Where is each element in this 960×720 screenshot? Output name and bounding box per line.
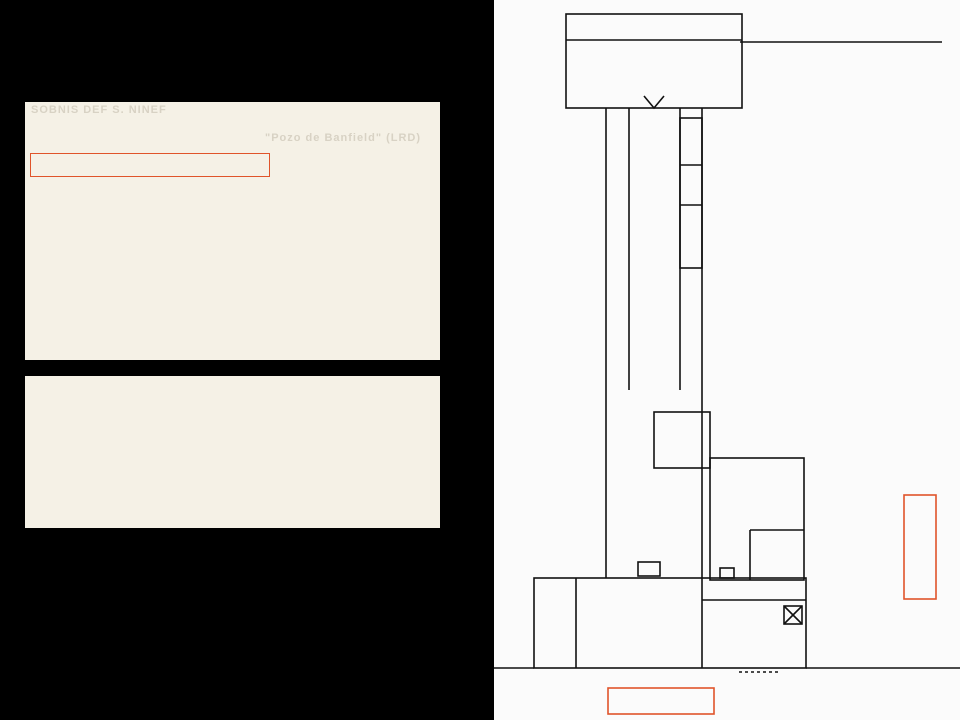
document-page-1: [25, 102, 440, 360]
cochabamba-highlight-box: [904, 495, 936, 599]
paseo-colon-highlight-box: [608, 688, 714, 714]
bleed-through-text: "Pozo de Banfield" (LRD): [265, 132, 422, 144]
document-body-continued: [33, 384, 432, 410]
floor-plan: [494, 0, 960, 720]
lower-block: [534, 578, 806, 668]
document-page-2: [25, 376, 440, 528]
top-cells-block: [566, 14, 742, 108]
floor-plan-drawing: [494, 0, 960, 720]
bleed-through-text: SOBNIS DEF S. NINEF: [31, 104, 167, 116]
document-body: [33, 173, 432, 199]
